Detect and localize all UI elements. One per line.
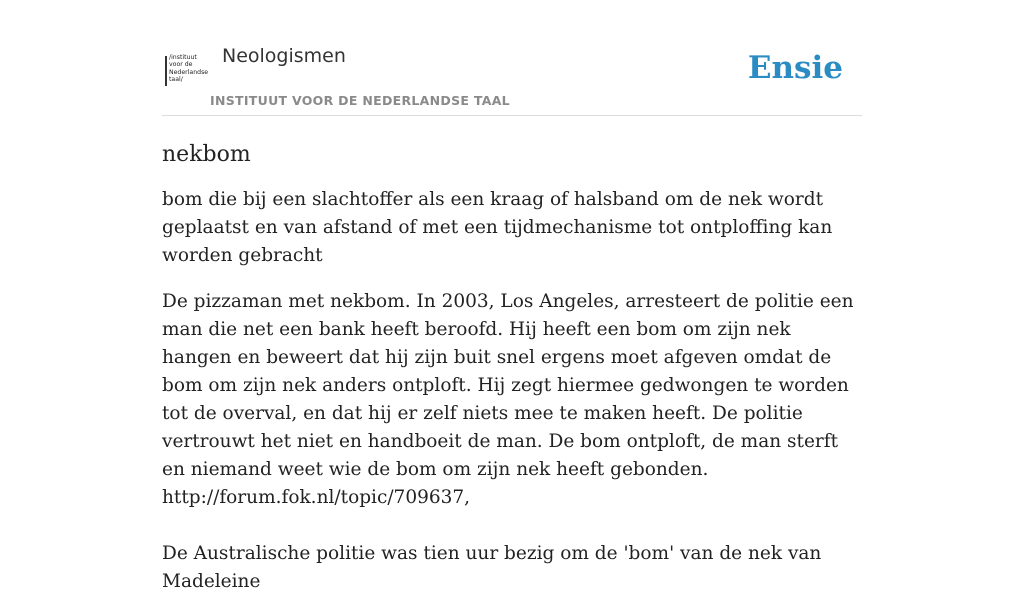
logo-bar [165, 56, 167, 86]
organization-name: INSTITUUT VOOR DE NEDERLANDSE TAAL [210, 93, 510, 108]
logo-text: /instituut voor de Nederlandse taal/ [169, 54, 209, 84]
institute-logo[interactable] [165, 54, 209, 90]
entry-word: nekbom [162, 142, 251, 167]
site-header [162, 0, 862, 116]
entry-content [162, 138, 866, 596]
entry-definition: bom die bij een slachtoffer als een kraag of halsband om de nek wordt geplaatst en van afstand of met een tijdmechanisme tot ontploffing kan worden gebracht [162, 189, 833, 266]
entry-example: De pizzaman met nekbom. In 2003, Los Angeles, arresteert de politie een man die net een bank heeft beroofd. Hij heeft een bom om zijn nek hangen en beweert dat hij zijn buit snel ergens moet afgeven omdat de bom om zijn nek anders ontploft. Hij zegt hiermee gedwongen te worden tot de overval, en dat hij er zelf niets mee te maken heeft. De politie vertrouwt het niet en handboeit de man. De bom ontploft, de man sterft en niemand weet wie de bom om zijn nek heeft gebonden. http://forum.fok.nl/topic/709637, De Australische politie was tien uur bezig om de 'bom' van de nek van Madeleine [162, 291, 854, 592]
site-name[interactable]: Neologismen [222, 45, 346, 67]
ensie-brand-link[interactable]: Ensie [747, 50, 843, 86]
